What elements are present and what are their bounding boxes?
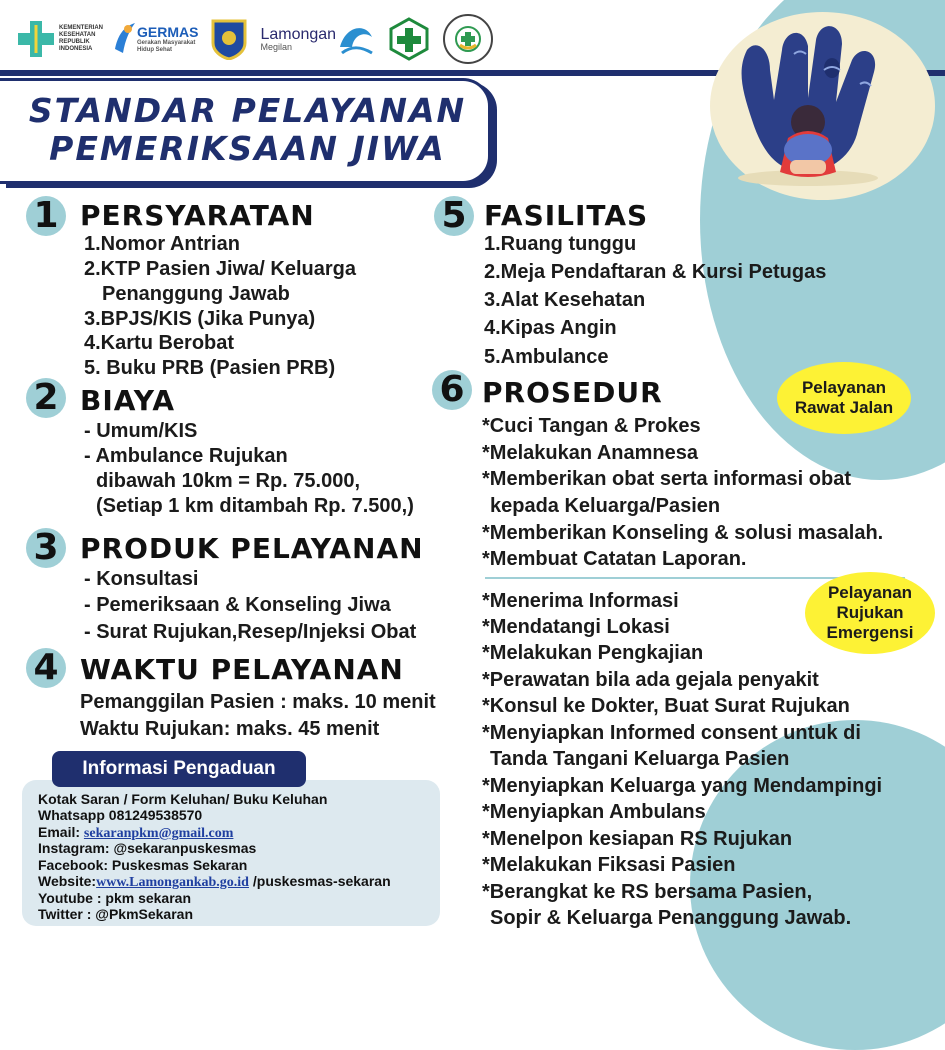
- emergency-step: *Perawatan bila ada gejala penyakit: [482, 669, 819, 691]
- distressed-girl-illustration: [712, 10, 932, 200]
- complaints-facebook: Facebook: Puskesmas Sekaran: [38, 857, 248, 873]
- list-item: 1.Ruang tunggu: [484, 233, 637, 255]
- badge-emergensi-line-3: Emergensi: [826, 623, 914, 642]
- section-number-4: 4: [26, 648, 66, 688]
- list-item: (Setiap 1 km ditambah Rp. 7.500,): [96, 495, 414, 517]
- emergency-step: *Menyiapkan Informed consent untuk di: [482, 722, 861, 744]
- section-number-6: 6: [432, 370, 472, 410]
- website-label: Website:: [38, 873, 97, 889]
- lamongan-crest-icon: [210, 18, 248, 60]
- badge-emergensi-line-2: Rujukan: [836, 603, 904, 622]
- badge-rawat-jalan-line-1: Pelayanan: [801, 378, 887, 397]
- list-item: 4.Kartu Berobat: [84, 332, 235, 354]
- badge-rawat-jalan-line-2: Rawat Jalan: [794, 398, 894, 417]
- kemenkes-mark-icon: [16, 19, 56, 59]
- badge-emergensi-line-1: Pelayanan: [827, 583, 913, 602]
- emergency-step: *Melakukan Fiksasi Pasien: [482, 854, 736, 876]
- list-item: - Umum/KIS: [84, 420, 198, 442]
- page-title-line-2: PEMERIKSAAN JIWA: [49, 129, 446, 168]
- kemenkes-logo: [16, 19, 104, 59]
- lamongan-subtitle: Megilan: [260, 42, 292, 52]
- page-title-line-1: STANDAR PELAYANAN: [28, 91, 467, 130]
- email-label: Email:: [38, 824, 84, 840]
- list-item: Waktu Rujukan: maks. 45 menit: [80, 718, 380, 740]
- procedure-step: *Memberikan Konseling & solusi masalah.: [482, 522, 884, 544]
- logo-row: [16, 10, 494, 68]
- list-item: - Pemeriksaan & Konseling Jiwa: [84, 594, 391, 616]
- emergency-step: *Menelpon kesiapan RS Rujukan: [482, 828, 793, 850]
- section-number-1: 1: [26, 196, 66, 236]
- section-heading-persyaratan: PERSYARATAN: [80, 199, 315, 232]
- list-item: 3.BPJS/KIS (Jika Punya): [84, 308, 316, 330]
- emergency-step: *Mendatangi Lokasi: [482, 616, 670, 638]
- emergency-step: Sopir & Keluarga Penanggung Jawab.: [490, 907, 852, 929]
- list-item: dibawah 10km = Rp. 75.000,: [96, 470, 361, 492]
- list-item: - Konsultasi: [84, 568, 199, 590]
- complaints-twitter: Twitter : @PkmSekaran: [38, 906, 193, 922]
- list-item: 3.Alat Kesehatan: [484, 289, 646, 311]
- procedure-step: *Melakukan Anamnesa: [482, 442, 699, 464]
- section-heading-biaya: BIAYA: [80, 384, 176, 417]
- complaints-instagram: Instagram: @sekaranpuskesmas: [38, 840, 257, 856]
- email-link[interactable]: sekaranpkm@gmail.com: [83, 826, 234, 841]
- procedure-step: *Memberikan obat serta informasi obat: [482, 468, 851, 490]
- emergency-step: Tanda Tangani Keluarga Pasien: [490, 748, 790, 770]
- emergency-step: *Menyiapkan Keluarga yang Mendampingi: [482, 775, 883, 797]
- procedure-step: *Membuat Catatan Laporan.: [482, 548, 747, 570]
- section-number-5: 5: [434, 196, 474, 236]
- list-item: 1.Nomor Antrian: [84, 233, 240, 255]
- complaints-title: Informasi Pengaduan: [52, 751, 306, 787]
- website-path: /puskesmas-sekaran: [248, 873, 391, 889]
- emergency-step: *Konsul ke Dokter, Buat Surat Rujukan: [482, 695, 850, 717]
- procedure-step: kepada Keluarga/Pasien: [490, 495, 721, 517]
- page-title: [20, 92, 475, 168]
- section-heading-fasilitas: FASILITAS: [484, 199, 649, 232]
- germas-mark-icon: [111, 19, 137, 59]
- list-item: 5. Buku PRB (Pasien PRB): [84, 357, 336, 379]
- section-number-2: 2: [26, 378, 66, 418]
- section-heading-waktu-pelayanan: WAKTU PELAYANAN: [80, 653, 404, 686]
- list-item: - Ambulance Rujukan: [84, 445, 288, 467]
- puskesmas-seal-icon: [442, 13, 494, 65]
- lamongan-wave-icon: [336, 19, 376, 59]
- list-item: Penanggung Jawab: [102, 283, 290, 305]
- complaints-whatsapp: Whatsapp 081249538570: [38, 807, 203, 823]
- germas-subtitle: Gerakan Masyarakat Hidup Sehat: [137, 40, 196, 53]
- list-item: 5.Ambulance: [484, 346, 609, 368]
- complaints-website-row: [38, 873, 391, 891]
- complaints-kotak-saran: Kotak Saran / Form Keluhan/ Buku Keluhan: [38, 791, 328, 807]
- lamongan-logo: [260, 19, 376, 59]
- health-cross-icon: [388, 17, 430, 61]
- lamongan-text: Lamongan: [260, 26, 337, 43]
- section-heading-prosedur: PROSEDUR: [482, 376, 663, 409]
- list-item: - Surat Rujukan,Resep/Injeksi Obat: [84, 621, 417, 643]
- badge-rujukan-emergensi: [805, 572, 935, 654]
- website-link[interactable]: www.Lamongankab.go.id: [96, 875, 249, 890]
- section-number-3: 3: [26, 528, 66, 568]
- complaints-youtube: Youtube : pkm sekaran: [38, 890, 192, 906]
- list-item: Pemanggilan Pasien : maks. 10 menit: [80, 691, 436, 713]
- emergency-step: *Menerima Informasi: [482, 590, 679, 612]
- emergency-step: *Melakukan Pengkajian: [482, 642, 704, 664]
- kemenkes-text: KEMENTERIAN KESEHATAN REPUBLIK INDONESIA: [59, 25, 104, 52]
- germas-logo: [111, 19, 198, 59]
- list-item: 2.Meja Pendaftaran & Kursi Petugas: [484, 261, 827, 283]
- emergency-step: *Berangkat ke RS bersama Pasien,: [482, 881, 813, 903]
- section-heading-produk-pelayanan: PRODUK PELAYANAN: [80, 532, 424, 565]
- list-item: 4.Kipas Angin: [484, 317, 617, 339]
- germas-title: GERMAS: [137, 24, 199, 40]
- list-item: 2.KTP Pasien Jiwa/ Keluarga: [84, 258, 356, 280]
- emergency-step: *Menyiapkan Ambulans: [482, 801, 706, 823]
- procedure-step: *Cuci Tangan & Prokes: [482, 415, 701, 437]
- badge-rawat-jalan: [777, 362, 911, 434]
